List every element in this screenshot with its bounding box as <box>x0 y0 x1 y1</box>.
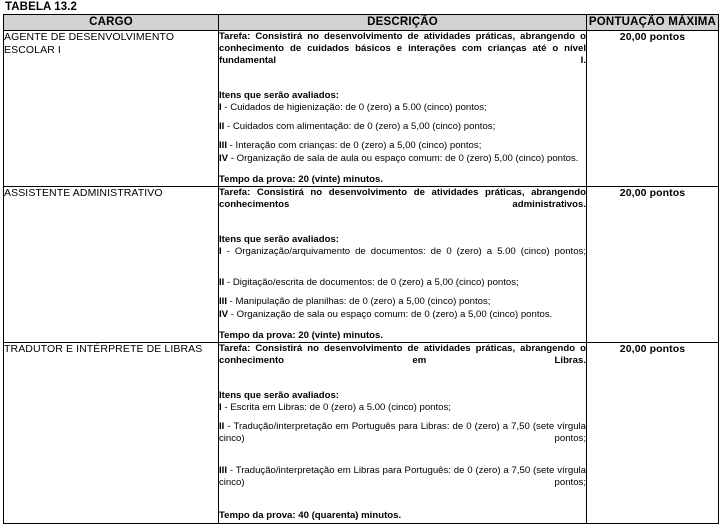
item-numeral: III <box>219 296 227 308</box>
items-subtitle: Itens que serão avaliados: <box>219 389 339 401</box>
item-numeral: IV <box>219 308 229 320</box>
list-item <box>219 246 586 270</box>
item-text: - Organização/arquivamento de documentos: de 0 (zero) a 5.00 (cinco) pontos; <box>226 245 587 257</box>
task-text: Consistirá no desenvolvimento de atividades práticas, abrangendo o conhecimento de cuidados básicos e interações com crianças até o nível fundamental I. <box>219 31 586 67</box>
list-item <box>219 102 586 114</box>
tempo-prova: Tempo da prova: 40 (quarenta) minutos. <box>219 510 402 522</box>
column-header-cargo: CARGO <box>4 15 219 31</box>
task-label: Tarefa: <box>219 343 251 355</box>
item-numeral: II <box>219 421 225 433</box>
item-text: - Interação com crianças: de 0 (zero) a 5,00 (cinco) pontos; <box>229 140 482 152</box>
cell-pontuacao: 20,00 pontos <box>587 343 719 523</box>
tempo-prova: Tempo da prova: 20 (vinte) minutos. <box>219 329 384 341</box>
table-header-row <box>4 15 719 31</box>
item-text: - Cuidados com alimentação: de 0 (zero) a 5,00 (cinco) pontos; <box>227 121 496 133</box>
spacer <box>219 321 586 330</box>
list-item <box>219 465 586 502</box>
list-item <box>219 296 586 308</box>
task-text: Consistirá no desenvolvimento de atividades práticas, abrangendo conhecimentos administrativos. <box>219 187 586 211</box>
list-item <box>219 421 586 458</box>
items-subtitle: Itens que serão avaliados: <box>219 89 339 101</box>
tempo-prova: Tempo da prova: 20 (vinte) minutos. <box>219 173 384 185</box>
table-row <box>4 31 719 187</box>
spacer <box>219 381 586 390</box>
tabela-13-2 <box>3 14 719 524</box>
cell-cargo: ASSISTENTE ADMINISTRATIVO <box>4 187 219 343</box>
spacer <box>219 165 586 174</box>
task-lead <box>219 343 586 380</box>
list-item <box>219 309 586 321</box>
item-numeral: I <box>219 401 222 413</box>
item-numeral: I <box>219 102 222 114</box>
item-text: - Tradução/interpretação em Português para Libras: de 0 (zero) a 7,50 (sete vírgula cinco) pontos; <box>219 421 586 445</box>
cell-cargo: AGENTE DE DESENVOLVIMENTO ESCOLAR I <box>4 31 219 187</box>
table-body <box>4 31 719 524</box>
list-item <box>219 153 586 165</box>
item-text: - Manipulação de planilhas: de 0 (zero) a 5,00 (cinco) pontos; <box>229 296 491 308</box>
table-header <box>4 15 719 31</box>
cell-descricao <box>219 187 587 343</box>
table-row <box>4 343 719 523</box>
item-numeral: I <box>219 245 222 257</box>
cell-pontuacao: 20,00 pontos <box>587 187 719 343</box>
list-item <box>219 121 586 133</box>
table-row <box>4 187 719 343</box>
task-label: Tarefa: <box>219 31 251 42</box>
list-item <box>219 277 586 289</box>
items-subtitle: Itens que serão avaliados: <box>219 233 339 245</box>
task-text: Consistirá no desenvolvimento de atividades práticas, abrangendo o conhecimento em Libras. <box>219 343 586 367</box>
cell-cargo: TRADUTOR E INTÉRPRETE DE LIBRAS <box>4 343 219 523</box>
cell-pontuacao: 20,00 pontos <box>587 31 719 187</box>
item-text: - Cuidados de higienização: de 0 (zero) a 5.00 (cinco) pontos; <box>224 102 487 114</box>
task-label: Tarefa: <box>219 187 251 199</box>
cell-descricao <box>219 343 587 523</box>
spacer <box>219 81 586 90</box>
item-numeral: IV <box>219 152 229 164</box>
item-text: - Organização de sala ou espaço comum: de 0 (zero) a 5,00 (cinco) pontos. <box>230 308 553 320</box>
list-item <box>219 140 586 152</box>
item-text: - Tradução/interpretação em Libras para Português: de 0 (zero) a 7,50 (sete vírgula cinco) pontos; <box>219 464 586 488</box>
spacer <box>219 225 586 234</box>
list-item <box>219 402 586 414</box>
cell-descricao <box>219 31 587 187</box>
item-text: - Organização de sala de aula ou espaço comum: de 0 (zero) 5,00 (cinco) pontos. <box>230 152 579 164</box>
item-numeral: II <box>219 277 225 289</box>
task-lead <box>219 187 586 224</box>
table-caption: TABELA 13.2 <box>5 1 78 13</box>
task-lead <box>219 31 586 80</box>
item-numeral: II <box>219 121 225 133</box>
column-header-descricao: DESCRIÇÃO <box>219 15 587 31</box>
item-text: - Digitação/escrita de documentos: de 0 (zero) a 5,00 (cinco) pontos; <box>227 277 519 289</box>
item-text: - Escrita em Libras: de 0 (zero) a 5.00 (cinco) pontos; <box>224 401 451 413</box>
item-numeral: III <box>219 140 227 152</box>
spacer <box>219 501 586 510</box>
item-numeral: III <box>219 464 227 476</box>
column-header-pontuacao: PONTUAÇÃO MÁXIMA <box>587 15 719 31</box>
